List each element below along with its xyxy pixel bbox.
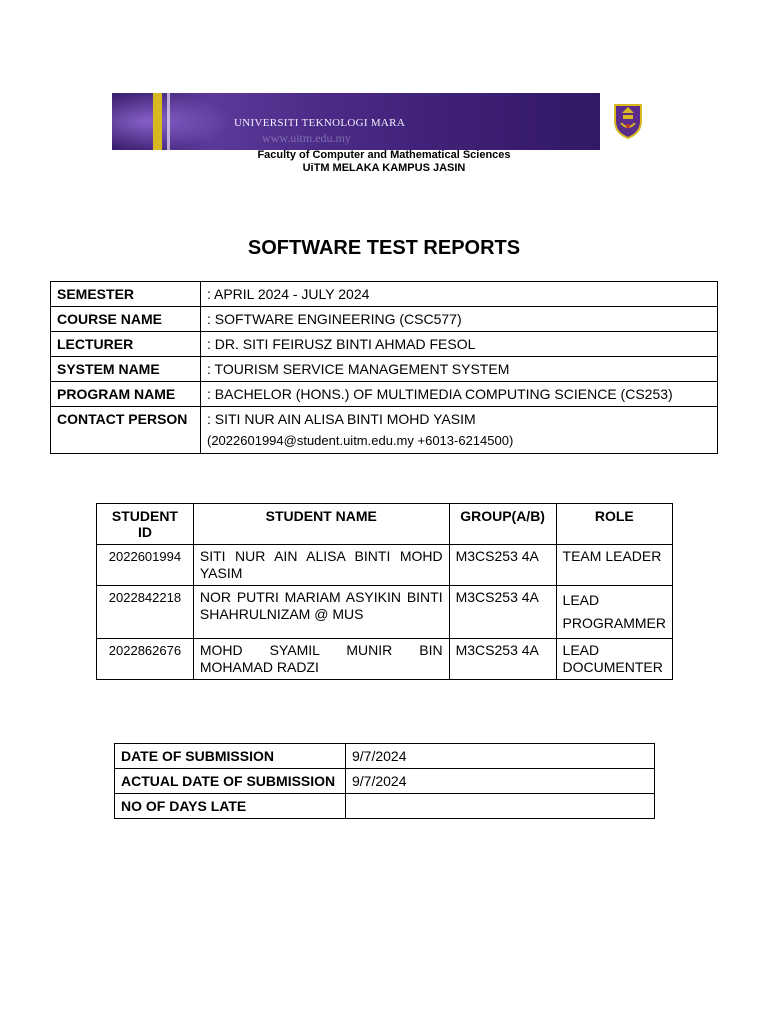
info-row [51,407,718,454]
info-label: CONTACT PERSON [51,407,201,454]
student-group: M3CS253 4A [449,545,556,586]
submission-row [115,744,655,769]
table-row [97,586,673,639]
student-role: LEAD PROGRAMMER [556,586,672,639]
banner-stripe [153,93,162,150]
submission-label: NO OF DAYS LATE [115,794,346,819]
contact-name: : SITI NUR AIN ALISA BINTI MOHD YASIM [207,411,476,427]
info-value: : SOFTWARE ENGINEERING (CSC577) [201,307,718,332]
submission-value: 9/7/2024 [346,769,655,794]
banner-glow [112,93,232,150]
info-value: : DR. SITI FEIRUSZ BINTI AHMAD FESOL [201,332,718,357]
student-role: LEAD DOCUMENTER [556,639,672,680]
header-student-id: STUDENT ID [97,504,194,545]
page-title: SOFTWARE TEST REPORTS [247,237,521,259]
info-label: SYSTEM NAME [51,357,201,382]
info-label: PROGRAM NAME [51,382,201,407]
student-id: 2022601994 [97,545,194,586]
info-row [51,307,718,332]
submission-value: 9/7/2024 [346,744,655,769]
submission-row [115,769,655,794]
header-role: ROLE [556,504,672,545]
submission-row [115,794,655,819]
header-student-name: STUDENT NAME [193,504,449,545]
course-info-table [50,281,718,454]
header-group: GROUP(A/B) [449,504,556,545]
info-value: : TOURISM SERVICE MANAGEMENT SYSTEM [201,357,718,382]
student-table [96,503,673,680]
table-row [97,545,673,586]
info-label: COURSE NAME [51,307,201,332]
campus-name: UiTM MELAKA KAMPUS JASIN [302,162,466,174]
info-value: : BACHELOR (HONS.) OF MULTIMEDIA COMPUTING SCIENCE (CS253) [201,382,718,407]
info-row [51,282,718,307]
student-group: M3CS253 4A [449,639,556,680]
student-header-row [97,504,673,545]
university-banner [112,93,655,150]
info-value: : APRIL 2024 - JULY 2024 [201,282,718,307]
uitm-crest-icon [612,101,644,139]
faculty-name: Faculty of Computer and Mathematical Sciences [257,149,511,161]
info-row [51,357,718,382]
submission-label: DATE OF SUBMISSION [115,744,346,769]
submission-value [346,794,655,819]
student-id: 2022862676 [97,639,194,680]
submission-label: ACTUAL DATE OF SUBMISSION [115,769,346,794]
info-value [201,407,718,454]
student-name: SITI NUR AIN ALISA BINTI MOHD YASIM [193,545,449,586]
banner-stripe-light [167,93,170,150]
student-id: 2022842218 [97,586,194,639]
info-label: SEMESTER [51,282,201,307]
info-row [51,332,718,357]
submission-table [114,743,655,819]
banner-url: www.uitm.edu.my [262,131,351,145]
info-label: LECTURER [51,332,201,357]
contact-details: (2022601994@student.uitm.edu.my +6013-6214500) [207,433,514,448]
student-name: NOR PUTRI MARIAM ASYIKIN BINTI SHAHRULNIZAM @ MUS [193,586,449,639]
student-role: TEAM LEADER [556,545,672,586]
info-row [51,382,718,407]
table-row [97,639,673,680]
student-name: MOHD SYAMIL MUNIR BIN MOHAMAD RADZI [193,639,449,680]
student-group: M3CS253 4A [449,586,556,639]
university-name: UNIVERSITI TEKNOLOGI MARA [234,117,406,129]
